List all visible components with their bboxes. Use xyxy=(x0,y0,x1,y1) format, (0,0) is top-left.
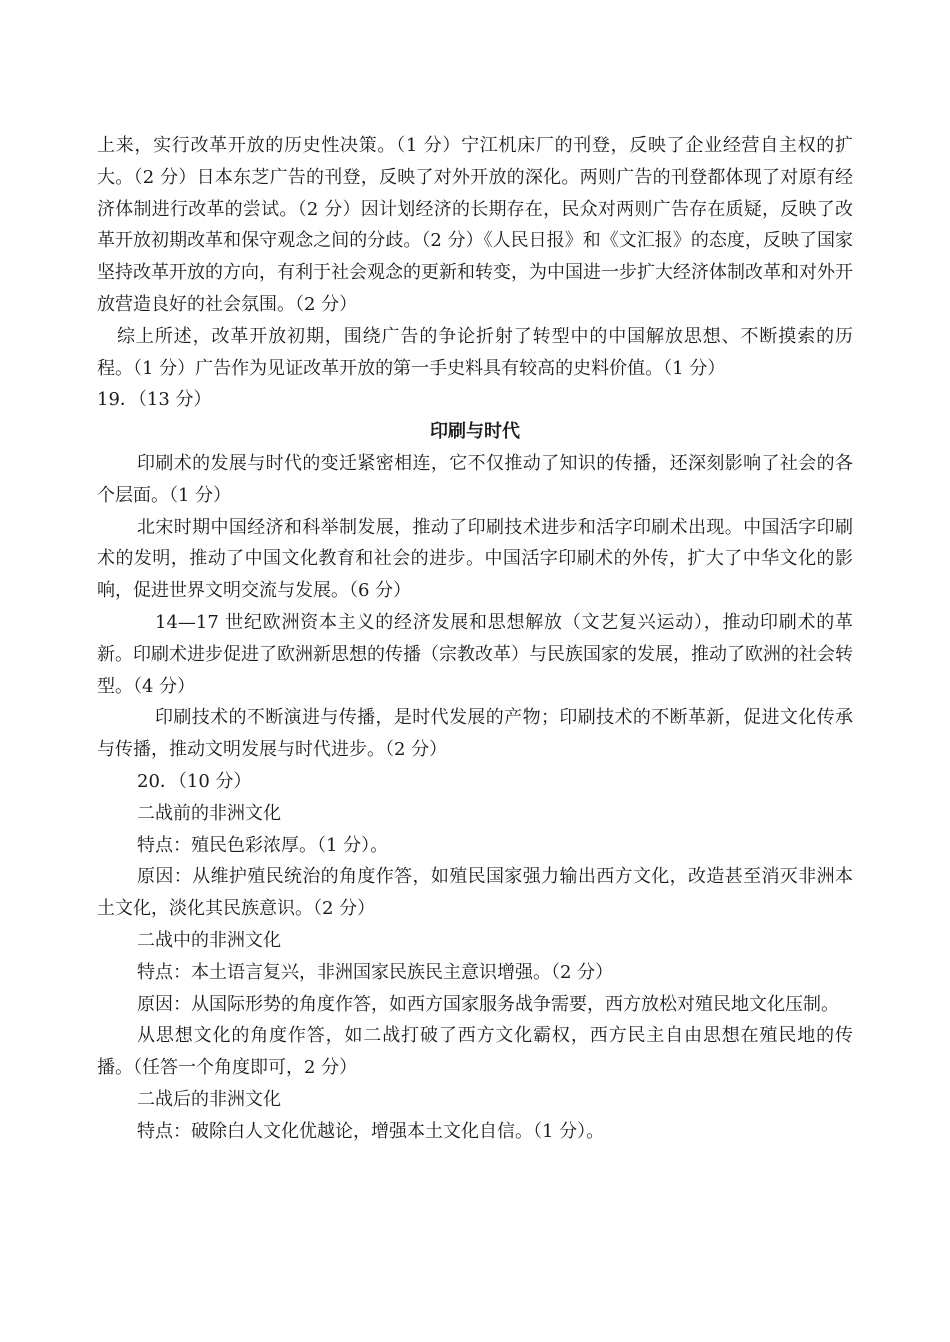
question-19-heading: 19．（13 分） xyxy=(97,389,212,411)
document-page xyxy=(97,130,853,1148)
essay-intro: 印刷术的发展与时代的变迁紧密相连，它不仅推动了知识的传播，还深刻影响了社会的各个层面。（1 分） xyxy=(97,452,853,506)
essay-conclusion: 印刷技术的不断演进与传播，是时代发展的产物；印刷技术的不断革新，促进文化传承与传播，推动文明发展与时代进步。（2 分） xyxy=(97,707,853,761)
essay-title: 印刷与时代 xyxy=(430,421,520,443)
section-prewar-heading: 二战前的非洲文化 xyxy=(137,802,281,824)
section-prewar-reason: 原因：从维护殖民统治的角度作答，如殖民国家强力输出西方文化，改造甚至消灭非洲本土文化，淡化其民族意识。（2 分） xyxy=(97,866,853,920)
question-20-heading: 20．（10 分） xyxy=(137,770,252,792)
section-wartime-feature: 特点：本土语言复兴，非洲国家民族民主意识增强。（2 分） xyxy=(137,961,614,983)
essay-europe: 14—17 世纪欧洲资本主义的经济发展和思想解放（文艺复兴运动），推动印刷术的革新。印刷术进步促进了欧洲新思想的传播（宗教改革）与民族国家的发展，推动了欧洲的社会转型。（4 分） xyxy=(97,611,853,697)
section-prewar-feature: 特点：殖民色彩浓厚。（1 分）。 xyxy=(137,834,389,856)
section-wartime-reason-international: 原因：从国际形势的角度作答，如西方国家服务战争需要，西方放松对殖民地文化压制。 xyxy=(137,993,839,1015)
essay-song-dynasty: 北宋时期中国经济和科举制发展，推动了印刷技术进步和活字印刷术出现。中国活字印刷术的发明，推动了中国文化教育和社会的进步。中国活字印刷术的外传，扩大了中华文化的影响，促进世界文明交流与发展。（6 分） xyxy=(97,516,853,602)
section-wartime-reason-ideology: 从思想文化的角度作答，如二战打破了西方文化霸权，西方民主自由思想在殖民地的传播。（任答一个角度即可，2 分） xyxy=(97,1025,853,1079)
section-postwar-heading: 二战后的非洲文化 xyxy=(137,1088,281,1110)
answer-paragraph-summary: 综上所述，改革开放初期，围绕广告的争论折射了转型中的中国解放思想、不断摸索的历程。（1 分）广告作为见证改革开放的第一手史料具有较高的史料价值。（1 分） xyxy=(97,325,853,379)
section-postwar-feature: 特点：破除白人文化优越论，增强本土文化自信。（1 分）。 xyxy=(137,1120,605,1142)
section-wartime-heading: 二战中的非洲文化 xyxy=(137,929,281,951)
answer-paragraph-reform-ads: 上来，实行改革开放的历史性决策。（1 分）宁江机床厂的刊登，反映了企业经营自主权的扩大。（2 分）日本东芝广告的刊登，反映了对外开放的深化。两则广告的刊登都体现了对原有经济体制进行改革的尝试。（2 分）因计划经济的长期存在，民众对两则广告存在质疑，反映了改革开放初期改革和保守观念之间的分歧。（2 分）《人民日报》和《文汇报》的态度，反映了国家坚持改革开放的方向，有利于社会观念的更新和转变，为中国进一步扩大经济体制改革和对外开放营造良好的社会氛围。（2 分） xyxy=(97,135,853,315)
